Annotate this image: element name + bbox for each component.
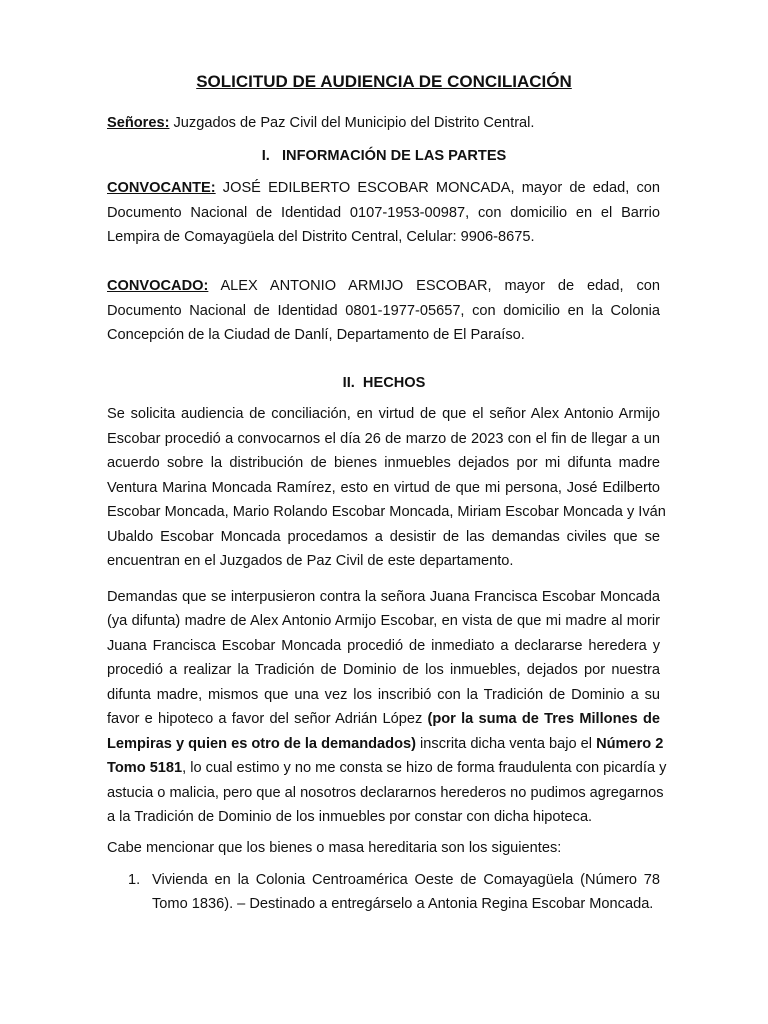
text-run: , lo cual estimo y no me consta se hizo de forma fraudulenta con picardía y <box>182 760 667 776</box>
convocante-label: CONVOCANTE: <box>107 180 216 196</box>
convocado-line <box>107 278 660 294</box>
paragraph-line <box>107 736 664 752</box>
convocante-line: Documento Nacional de Identidad 0107-1953-00987, con domicilio en el Barrio <box>107 205 660 221</box>
bold-text-run: Tomo 5181 <box>107 760 183 776</box>
addressee-line <box>107 115 660 131</box>
paragraph-line: Juana Francisca Escobar Moncada procedió de inmediato a declararse heredera y <box>107 638 660 654</box>
paragraph-line: acuerdo sobre la distribución de bienes inmuebles dejados por mi difunta madre <box>107 455 660 471</box>
paragraph-line: Se solicita audiencia de conciliación, en virtud de que el señor Alex Antonio Armijo <box>107 406 660 422</box>
list-item-number: 1. <box>128 872 141 888</box>
section-title: HECHOS <box>362 375 426 391</box>
paragraph-line: Ubaldo Escobar Moncada procedamos a desistir de las demandas civiles que se <box>107 529 660 545</box>
bold-text-run: Lempiras y quien es otro de la demandados) <box>107 736 416 752</box>
paragraph-line: (ya difunta) madre de Alex Antonio Armijo Escobar, en vista de que mi madre al morir <box>107 613 660 629</box>
paragraph-line: Escobar Moncada, Mario Rolando Escobar Moncada, Miriam Escobar Moncada y Iván <box>107 504 666 520</box>
paragraph-line <box>107 711 660 727</box>
convocante-text: JOSÉ EDILBERTO ESCOBAR MONCADA, mayor de edad, con <box>215 180 660 196</box>
convocado-label: CONVOCADO: <box>107 278 209 294</box>
paragraph-line: Demandas que se interpusieron contra la señora Juana Francisca Escobar Moncada <box>107 589 660 605</box>
paragraph-line: procedió a realizar la Tradición de Dominio de los inmuebles, dejados por nuestra <box>107 662 660 678</box>
convocado-line: Concepción de la Ciudad de Danlí, Departamento de El Paraíso. <box>107 327 525 343</box>
section-number: II. <box>342 375 355 391</box>
bienes-intro: Cabe mencionar que los bienes o masa hereditaria son los siguientes: <box>107 840 562 856</box>
paragraph-line: Ventura Marina Moncada Ramírez, esto en virtud de que mi persona, José Edilberto <box>107 480 660 496</box>
convocante-line <box>107 180 660 196</box>
convocado-line: Documento Nacional de Identidad 0801-1977-05657, con domicilio en la Colonia <box>107 303 660 319</box>
section-number: I. <box>261 148 270 164</box>
addressee-label: Señores: <box>107 115 170 131</box>
section-title: INFORMACIÓN DE LAS PARTES <box>281 148 507 164</box>
paragraph-line: a la Tradición de Dominio de los inmuebles por constar con dicha hipoteca. <box>107 809 593 825</box>
bold-text-run: (por la suma de Tres Millones de <box>427 711 660 727</box>
paragraph-line: astucia o malicia, pero que al nosotros declararnos herederos no pudimos agregarnos <box>107 785 664 801</box>
section-heading-partes <box>0 148 768 164</box>
document-title: SOLICITUD DE AUDIENCIA DE CONCILIACIÓN <box>196 72 572 91</box>
convocado-text: ALEX ANTONIO ARMIJO ESCOBAR, mayor de edad, con <box>208 278 660 294</box>
list-item-line: Tomo 1836). – Destinado a entregárselo a Antonia Regina Escobar Moncada. <box>152 896 654 912</box>
addressee-text: Juzgados de Paz Civil del Municipio del Distrito Central. <box>169 115 535 131</box>
paragraph-line <box>107 760 667 776</box>
text-run: favor e hipoteco a favor del señor Adrián López <box>107 711 428 727</box>
text-run: inscrita dicha venta bajo el <box>415 736 597 752</box>
paragraph-line: encuentran en el Juzgados de Paz Civil de este departamento. <box>107 553 514 569</box>
list-item-line: Vivienda en la Colonia Centroamérica Oeste de Comayagüela (Número 78 <box>152 872 660 888</box>
paragraph-line: difunta madre, mismos que una vez los inscribió con la Tradición de Dominio a su <box>107 687 660 703</box>
bold-text-run: Número 2 <box>596 736 664 752</box>
paragraph-line: Escobar procedió a convocarnos el día 26 de marzo de 2023 con el fin de llegar a un <box>107 431 660 447</box>
convocante-line: Lempira de Comayagüela del Distrito Central, Celular: 9906-8675. <box>107 229 535 245</box>
section-heading-hechos <box>0 375 768 391</box>
